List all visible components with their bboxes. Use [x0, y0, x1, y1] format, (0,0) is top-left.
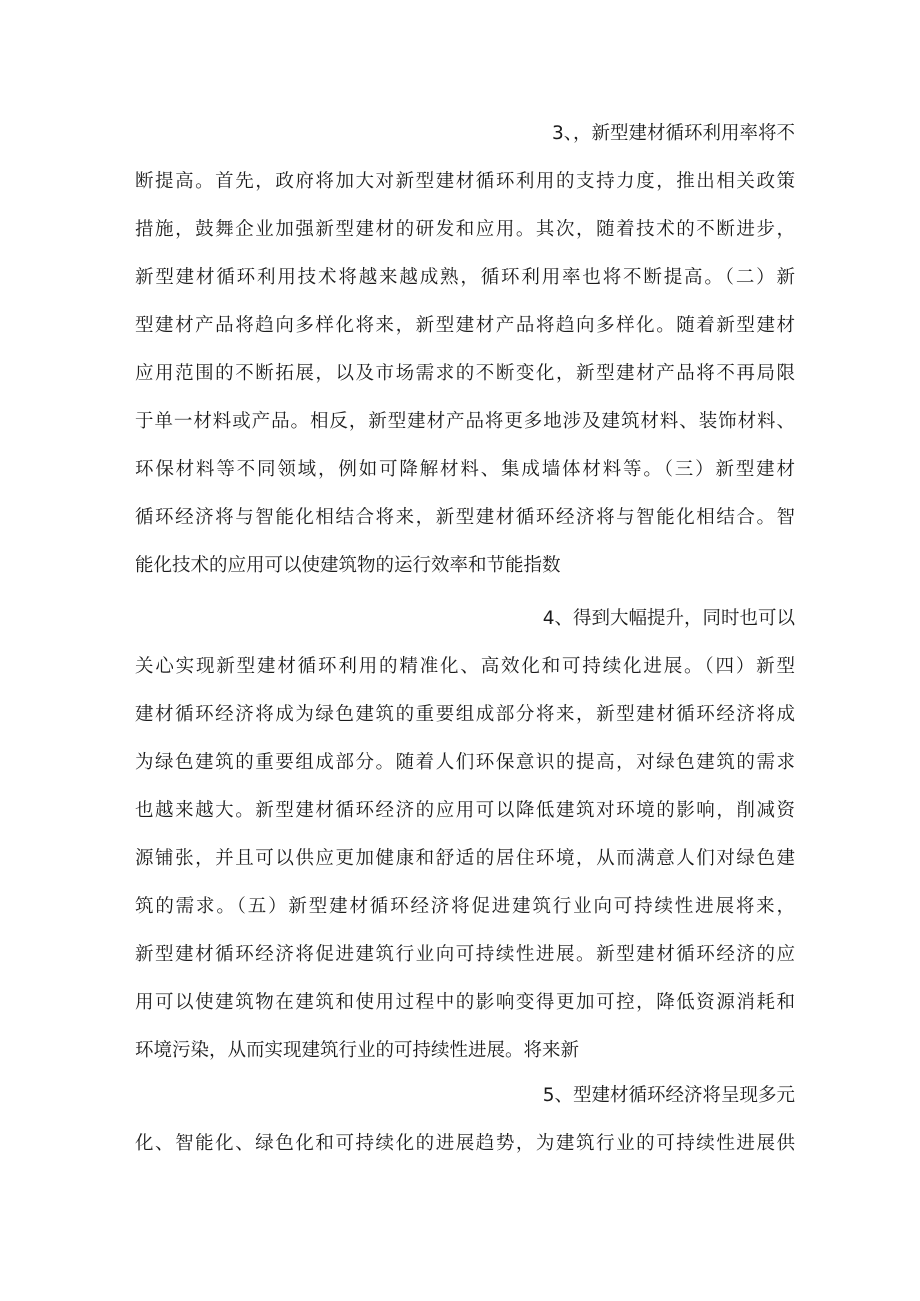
- paragraph-line: 应用范围的不断拓展，以及市场需求的不断变化，新型建材产品将不再局限: [135, 363, 795, 384]
- section-4-heading-line: 4、得到大幅提升，同时也可以: [542, 608, 795, 629]
- section-3-heading-line: 3、，新型建材循环利用率将不: [551, 123, 795, 144]
- section-3-paragraph: [135, 110, 795, 590]
- section-5-heading-line: 5、型建材循环经济将呈现多元: [542, 1085, 795, 1106]
- paragraph-line: 于单一材料或产品。相反，新型建材产品将更多地涉及建筑材料、装饰材料、: [135, 411, 795, 432]
- paragraph-line: 用可以使建筑物在建筑和使用过程中的影响变得更加可控，降低资源消耗和: [135, 992, 795, 1013]
- paragraph-line: 筑的需求。（五）新型建材循环经济将促进建筑行业向可持续性进展将来，: [135, 896, 795, 917]
- paragraph-line: 建材循环经济将成为绿色建筑的重要组成部分将来，新型建材循环经济将成: [135, 704, 795, 725]
- paragraph-line: 环境污染，从而实现建筑行业的可持续性进展。将来新: [135, 1040, 580, 1061]
- paragraph-line: 措施，鼓舞企业加强新型建材的研发和应用。其次，随着技术的不断进步，: [135, 219, 795, 240]
- paragraph-line: 化、智能化、绿色化和可持续化的进展趋势，为建筑行业的可持续性进展供: [135, 1133, 795, 1154]
- paragraph-line: 断提高。首先，政府将加大对新型建材循环利用的支持力度，推出相关政策: [135, 171, 795, 192]
- paragraph-line: 型建材产品将趋向多样化将来，新型建材产品将趋向多样化。随着新型建材: [135, 315, 795, 336]
- paragraph-line: 为绿色建筑的重要组成部分。随着人们环保意识的提高，对绿色建筑的需求: [135, 752, 795, 773]
- paragraph-line: 也越来越大。新型建材循环经济的应用可以降低建筑对环境的影响，削减资: [135, 800, 795, 821]
- paragraph-line: 循环经济将与智能化相结合将来，新型建材循环经济将与智能化相结合。智: [135, 507, 795, 528]
- paragraph-line: 环保材料等不同领域，例如可降解材料、集成墙体材料等。（三）新型建材: [135, 459, 795, 480]
- paragraph-line: 能化技术的应用可以使建筑物的运行效率和节能指数: [135, 555, 561, 576]
- paragraph-line: 关心实现新型建材循环利用的精准化、高效化和可持续化进展。（四）新型: [135, 656, 795, 677]
- section-4-paragraph: [135, 595, 795, 1075]
- paragraph-line: 新型建材循环经济将促进建筑行业向可持续性进展。新型建材循环经济的应: [135, 944, 795, 965]
- paragraph-line: 源铺张，并且可以供应更加健康和舒适的居住环境，从而满意人们对绿色建: [135, 848, 795, 869]
- section-5-paragraph: [135, 1072, 795, 1168]
- paragraph-line: 新型建材循环利用技术将越来越成熟，循环利用率也将不断提高。（二）新: [135, 267, 795, 288]
